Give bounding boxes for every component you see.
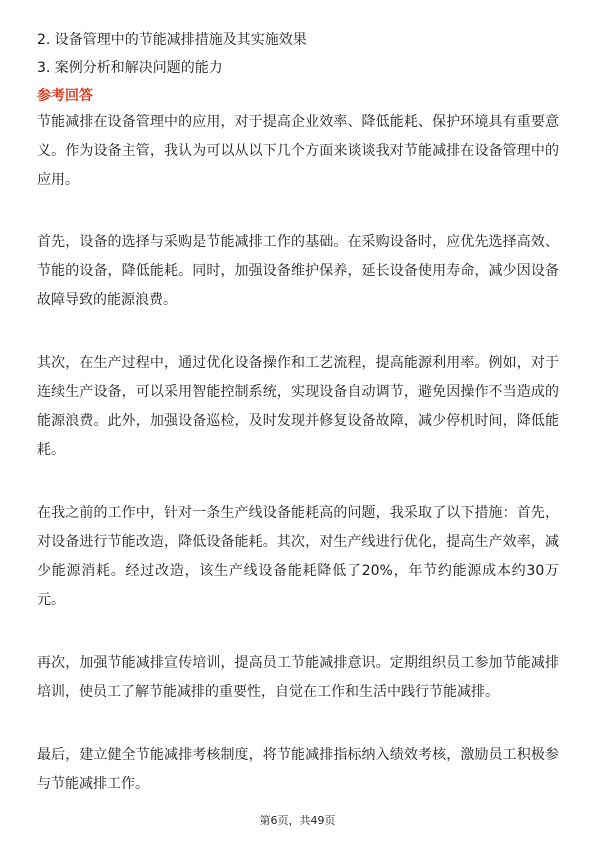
- answer-paragraph-second: 其次，在生产过程中，通过优化设备操作和工艺流程，提高能源利用率。例如，对于连续生产设备，可以采用智能控制系统，实现设备自动调节，避免因操作不当造成的能源浪费。此外，加强设备巡检，及时发现并修复设备故障，减少停机时间，降低能耗。: [37, 355, 559, 458]
- page-number: 第6页，共49页: [259, 814, 336, 827]
- answer-paragraph-last: 最后，建立健全节能减排考核制度，将节能减排指标纳入绩效考核，激励员工积极参与节能减排工作。: [37, 747, 559, 792]
- page-content: [37, 30, 559, 833]
- answer-paragraph-case: 在我之前的工作中，针对一条生产线设备能耗高的问题，我采取了以下措施：首先，对设备进行节能改造，降低设备能耗。其次，对生产线进行优化，提高生产效率，减少能源消耗。经过改造，该生产线设备能耗降低了20%，年节约能源成本约30万元。: [37, 505, 559, 608]
- answer-paragraph-intro: 节能减排在设备管理中的应用，对于提高企业效率、降低能耗、保护环境具有重要意义。作为设备主管，我认为可以从以下几个方面来谈谈我对节能减排在设备管理中的应用。: [37, 114, 559, 188]
- question-item-3: 3. 案例分析和解决问题的能力: [37, 60, 223, 76]
- answer-paragraph-third: 再次，加强节能减排宣传培训，提高员工节能减排意识。定期组织员工参加节能减排培训，使员工了解节能减排的重要性，自觉在工作和生活中践行节能减排。: [37, 655, 559, 700]
- question-item-2: 2. 设备管理中的节能减排措施及其实施效果: [37, 32, 307, 48]
- answer-heading: 参考回答: [37, 88, 93, 104]
- answer-paragraph-first: 首先，设备的选择与采购是节能减排工作的基础。在采购设备时，应优先选择高效、节能的设备，降低能耗。同时，加强设备维护保养，延长设备使用寿命，减少因设备故障导致的能源浪费。: [37, 234, 559, 308]
